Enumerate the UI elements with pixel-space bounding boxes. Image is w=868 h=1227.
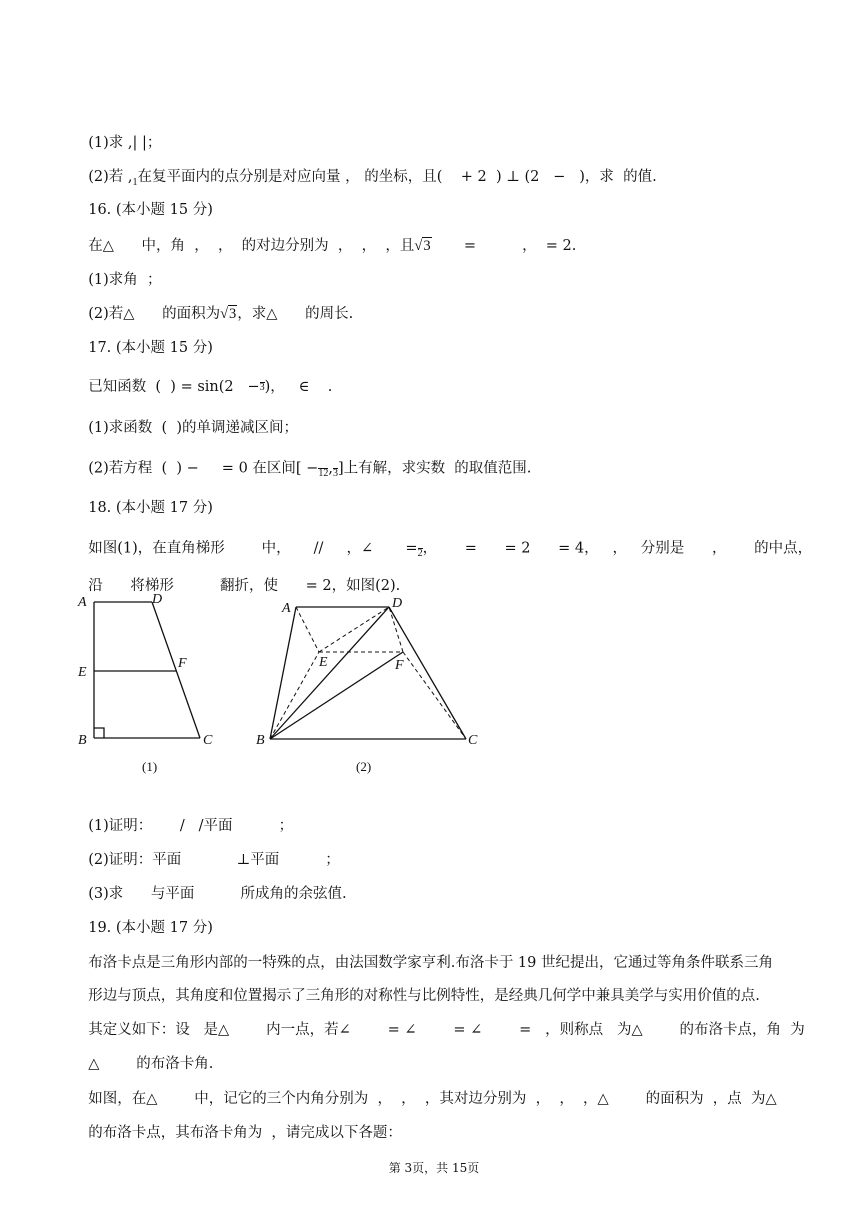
fraction-pi-2: 2 (417, 548, 423, 559)
fraction-pi-12: 12 (318, 468, 329, 479)
text: ， = = 2 = 4， ， 分别是 ， 的中点， (422, 540, 813, 557)
question-17-stem (79, 357, 332, 397)
text: )， ∈ . (264, 379, 333, 395)
edge-DC (389, 607, 466, 739)
text: (1)求角 ； (88, 272, 162, 288)
page-footer: 第 3页，共 15页 (388, 1161, 480, 1175)
question-17-header (79, 318, 213, 358)
text: (3)求 与平面 所成角的余弦值. (88, 886, 347, 902)
text: ]上有解，求实数 的取值范围. (337, 460, 532, 477)
fraction-pi-3: 3 (332, 468, 338, 479)
text: 19. (本小题 17 分) (88, 920, 213, 936)
text: 其定义如下：设 是△ 内一点，若∠ = ∠ = ∠ = ，则称点 为△ 的布洛卡点，角 为 (88, 1022, 805, 1038)
subscript: 1 (132, 177, 138, 188)
fig1-label-D: D (152, 592, 163, 607)
sqrt-symbol: √ (220, 306, 229, 322)
question-18-stem-1 (79, 518, 812, 559)
text: 布洛卡点是三角形内部的一特殊的点，由法国数学家亨利.布洛卡于 19 世纪提出，它通过等角条件联系三角 (88, 955, 773, 971)
text: = ， = 2. (463, 238, 577, 254)
question-16-header (79, 180, 213, 220)
fig1-label-A: A (78, 595, 87, 610)
text: (2)若方程 ( ) − = 0 在区间[ − (88, 460, 319, 477)
fig2-label-C: C (468, 733, 478, 748)
edge-DC (152, 602, 200, 738)
right-angle-mark (94, 728, 104, 738)
fig1-label-C: C (203, 733, 213, 748)
text: 如图(1)，在直角梯形 中， // ，∠ = (88, 540, 418, 557)
figure-2 (270, 607, 466, 739)
trapezoid-figures (70, 588, 490, 778)
question-17-part1 (79, 398, 298, 438)
question-19-header (79, 898, 213, 938)
caption-2: (2) (356, 759, 372, 774)
text: (2)证明：平面 ⊥平面 ； (88, 852, 340, 868)
caption-1: (1) (142, 759, 158, 774)
edge-FD (389, 607, 403, 652)
text: (2)若△ 的面积为 (88, 306, 221, 322)
text: (1)求 ,| |； (88, 135, 162, 151)
sqrt-3: 3 (423, 238, 431, 254)
text: 形边与顶点，其角度和位置揭示了三角形的对称性与比例特性，是经典几何学中兼具美学与实用价值的点. (88, 988, 760, 1004)
text: 如图，在△ 中，记它的三个内角分别为 ， ， ，其对边分别为 ， ， ，△ 的面积为 ，点 为△ (88, 1091, 777, 1107)
fraction-pi-3: 3 (259, 381, 265, 393)
fig2-label-A: A (282, 601, 291, 616)
text: 在△ 中，角 ， ， 的对边分别为 ， ， ，且 (88, 238, 415, 254)
text: 17. (本小题 15 分) (88, 340, 213, 356)
question-19-para-6 (79, 1103, 402, 1143)
sqrt-3: 3 (229, 306, 237, 322)
text: 的布洛卡点，其布洛卡角为 ，请完成以下各题： (88, 1125, 402, 1141)
sqrt-symbol: √ (414, 238, 423, 254)
question-18-header (79, 478, 213, 518)
text: ，求△ 的周长. (237, 306, 354, 322)
fig1-label-F: F (178, 656, 187, 671)
fig1-label-E: E (78, 665, 87, 680)
text: 在复平面内的点分别是对应向量 ， 的坐标，且( + 2 ) ⊥ (2 − )，求 的值. (137, 169, 657, 185)
edge-FC (403, 652, 466, 739)
question-19-para-4 (79, 1034, 213, 1074)
text: 沿 将梯形 翻折，使 = 2，如图(2). (88, 578, 401, 594)
text: 18. (本小题 17 分) (88, 500, 213, 516)
fig2-label-E: E (319, 655, 328, 670)
question-17-part2: (2)若方程 ( ) − = 0 在区间[ − 12 , 3 ]上有解，求实数 的取值范围. (79, 438, 531, 479)
edge-AE (296, 607, 319, 652)
edge-BE (270, 652, 319, 739)
text: (1)求函数 ( )的单调递减区间； (88, 420, 299, 436)
edge-AB (270, 607, 296, 739)
fig2-label-B: B (256, 733, 265, 748)
text: △ 的布洛卡角. (88, 1056, 214, 1072)
text: (1)证明： / /平面 ； (88, 818, 294, 834)
fig2-label-D: D (392, 596, 403, 611)
fig1-label-B: B (78, 733, 87, 748)
text: (2)若 , (88, 169, 133, 185)
text: 已知函数 ( ) = sin(2 − (88, 379, 260, 395)
fig2-label-F: F (395, 658, 404, 673)
text: 16. (本小题 15 分) (88, 202, 213, 218)
